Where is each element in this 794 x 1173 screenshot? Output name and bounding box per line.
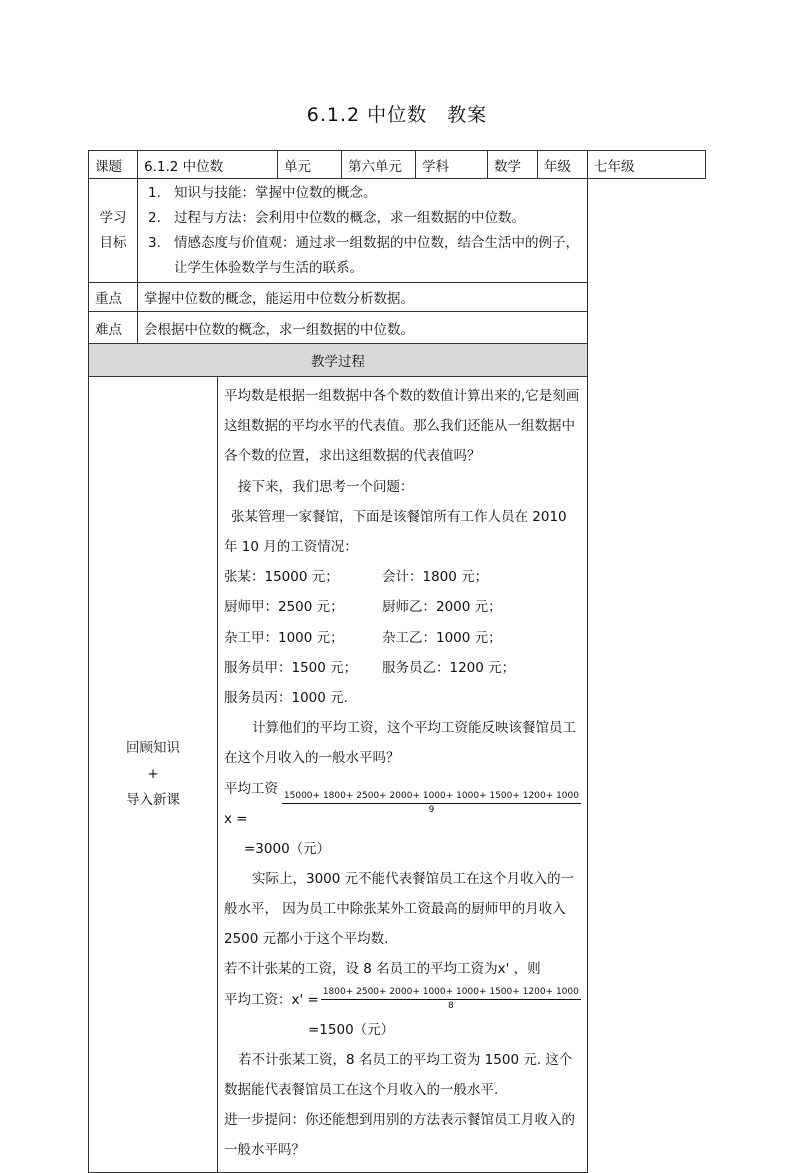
label-subject: 学科 [416, 151, 488, 179]
process-header-row [89, 344, 706, 377]
label-unit: 单元 [278, 151, 342, 179]
process-header: 教学过程 [89, 344, 588, 377]
section-label: 回顾知识 + 导入新课 [89, 377, 218, 1173]
formula-result: =1500（元） [308, 1021, 395, 1038]
paragraph-problem: 张某管理一家餐馆，下面是该餐馆所有工作人员在 2010 年 10 月的工资情况： [224, 508, 567, 556]
process-content [218, 377, 588, 1173]
paragraph-intro: 平均数是根据一组数据中各个数的数值计算出来的,它是刻画这组数据的平均水平的代表值。那么我们还能从一组数据中各个数的位置，求出这组数据的代表值吗？ [224, 388, 580, 465]
fraction: $\frac{1800+ 2500+ 2000+ 1000+ 1000+ 1500+ 1200+ 1000}{8}$ [322, 987, 579, 1012]
formula-result: =3000（元） [244, 840, 331, 857]
paragraph-conclusion: 若不计张某工资，8 名员工的平均工资为 1500 元. 这个数据能代表餐馆员工在这个月收入的一般水平. [224, 1051, 573, 1099]
objectives-label: 学习 目标 [89, 179, 138, 283]
salary-row: 张某：15000 元； 会计：1800 元； [224, 569, 489, 586]
key-point-label: 重点 [89, 283, 138, 312]
course-value: 6.1.2 中位数 [138, 151, 278, 179]
objective-item: 1. 知识与技能：掌握中位数的概念。 [148, 184, 377, 201]
page-title: 6.1.2 中位数 教案 [306, 104, 488, 126]
key-point-text: 掌握中位数的概念，能运用中位数分析数据。 [138, 283, 588, 312]
objectives-row [89, 179, 706, 283]
paragraph-question: 计算他们的平均工资，这个平均工资能反映该餐馆员工在这个月收入的一般水平吗？ [224, 720, 576, 767]
grade-value: 七年级 [588, 151, 706, 179]
paragraph-analysis: 实际上，3000 元不能代表餐馆员工在这个月收入的一般水平， 因为员工中除张某外工资最高的厨师甲的月收入 2500 元都小于这个平均数. [224, 870, 575, 948]
key-point-row [89, 283, 706, 312]
difficulty-label: 难点 [89, 312, 138, 344]
formula-average-all: 平均工资x = $\frac{15000+ 1800+ 2500+ 2000+ 1000+ 1000+ 1500+ 1200+ 1000}{9}$ [224, 780, 579, 827]
objective-item: 2. 过程与方法：会利用中位数的概念，求一组数据的中位数。 [148, 209, 525, 226]
header-row [89, 151, 706, 179]
salary-row: 杂工甲：1000 元； 杂工乙：1000 元； [224, 629, 502, 646]
difficulty-row [89, 312, 706, 344]
objective-item: 3. 情感态度与价值观：通过求一组数据的中位数，结合生活中的例子，让学生体验数学与生活的联系。 [148, 234, 579, 276]
formula-average-eight: 平均工资：x' = $\frac{1800+ 2500+ 2000+ 1000+ 1000+ 1500+ 1200+ 1000}{8}$ [224, 987, 579, 1012]
subject-value: 数学 [488, 151, 538, 179]
paragraph-further: 进一步提问：你还能想到用别的方法表示餐馆员工月收入的一般水平吗？ [224, 1112, 575, 1159]
process-body-row [89, 377, 706, 1173]
lesson-plan-table [88, 150, 706, 1173]
objectives-list [144, 181, 581, 281]
unit-value: 第六单元 [342, 151, 416, 179]
fraction: $\frac{15000+ 1800+ 2500+ 2000+ 1000+ 1000+ 1500+ 1200+ 1000}{9}$ [283, 791, 579, 816]
paragraph-exclude: 若不计张某的工资，设 8 名员工的平均工资为x' ，则 [224, 961, 541, 978]
salary-last: 服务员丙：1000 元. [224, 690, 348, 707]
label-course: 课题 [89, 151, 138, 179]
salary-row: 服务员甲：1500 元； 服务员乙：1200 元； [224, 659, 516, 676]
objectives-content [138, 179, 588, 283]
paragraph-next: 接下来，我们思考一个问题： [238, 478, 414, 495]
label-grade: 年级 [538, 151, 588, 179]
difficulty-text: 会根据中位数的概念，求一组数据的中位数。 [138, 312, 588, 344]
salary-row: 厨师甲：2500 元； 厨师乙：2000 元； [224, 599, 502, 616]
